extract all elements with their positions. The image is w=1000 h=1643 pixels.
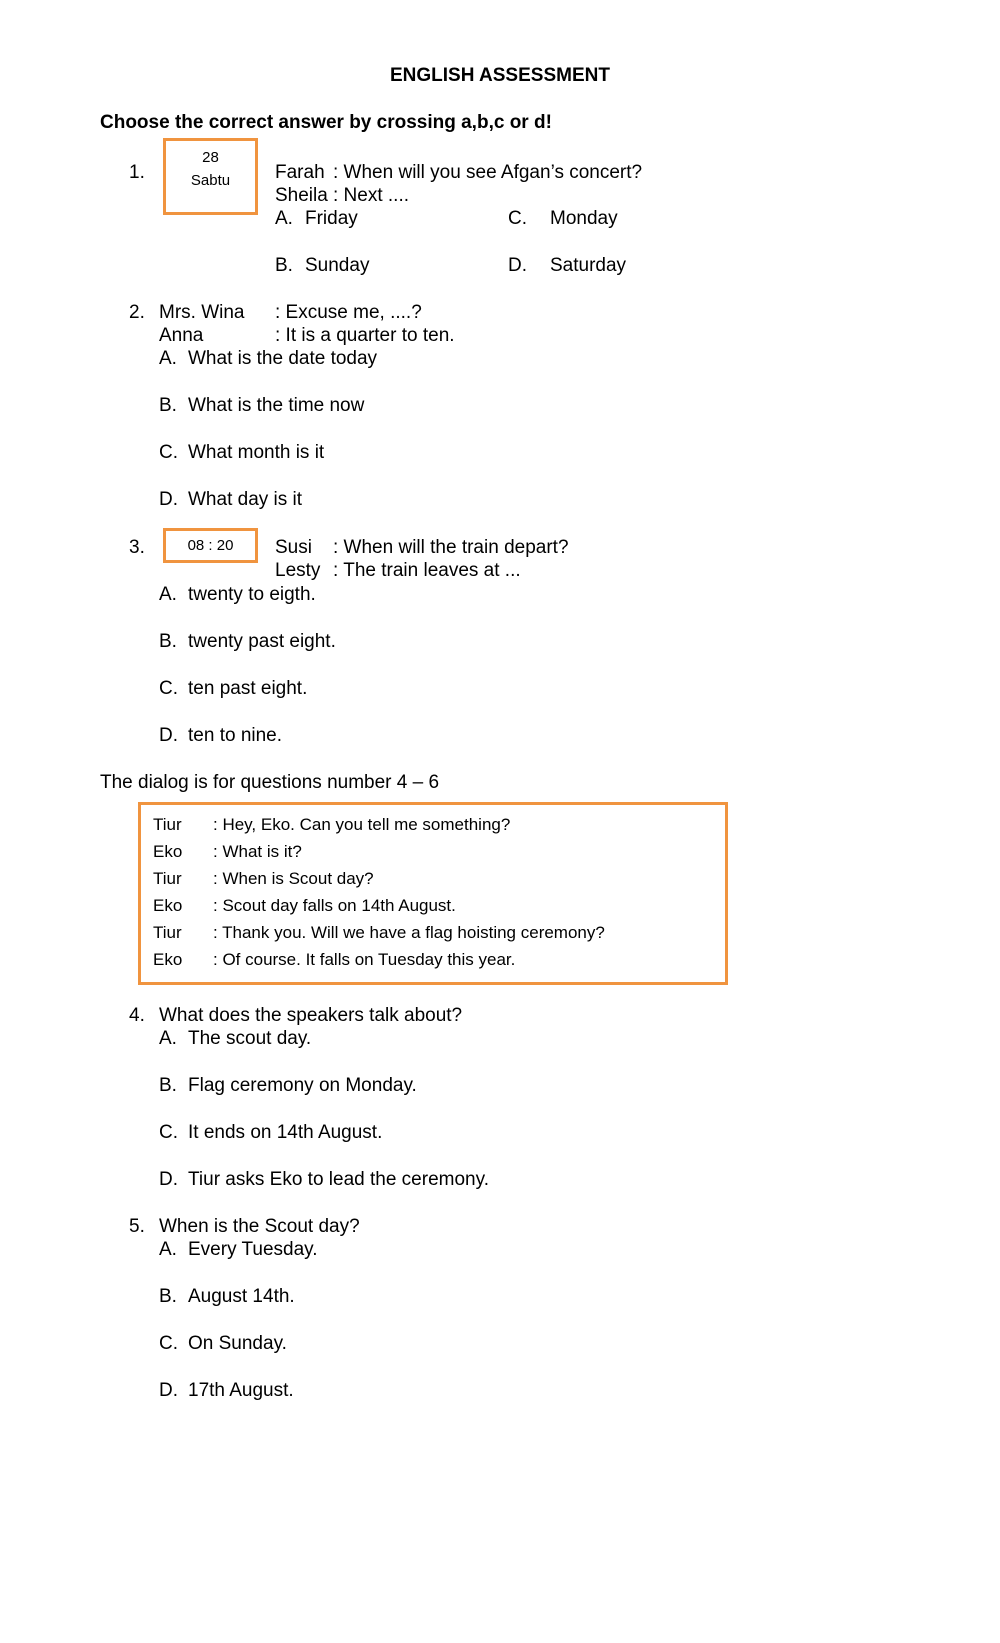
calendar-day: Sabtu: [190, 172, 231, 189]
q2-number: 2.: [129, 302, 145, 323]
q5-option-c[interactable]: On Sunday.: [188, 1333, 287, 1354]
q1-option-c-letter[interactable]: C.: [508, 208, 527, 229]
dialog-line: : When is Scout day?: [213, 869, 374, 888]
q5-option-c-letter[interactable]: C.: [159, 1333, 178, 1354]
calendar-box: [163, 138, 258, 215]
dialog-line: : Hey, Eko. Can you tell me something?: [213, 815, 511, 834]
q4-option-b-letter[interactable]: B.: [159, 1075, 177, 1096]
q2-speaker1: Mrs. Wina: [159, 302, 245, 323]
q3-option-b[interactable]: twenty past eight.: [188, 631, 336, 652]
q4-option-d[interactable]: Tiur asks Eko to lead the ceremony.: [188, 1169, 489, 1190]
dialog-line: : Thank you. Will we have a flag hoisting ceremony?: [213, 923, 605, 942]
q2-option-b[interactable]: What is the time now: [188, 395, 365, 416]
dialog-speaker: Tiur: [153, 923, 182, 942]
q1-option-d-letter[interactable]: D.: [508, 255, 527, 276]
q4-question: What does the speakers talk about?: [159, 1005, 463, 1026]
dialog-line: : Of course. It falls on Tuesday this year.: [213, 950, 516, 969]
dialog-line: : Scout day falls on 14th August.: [213, 896, 456, 915]
q4-option-d-letter[interactable]: D.: [159, 1169, 178, 1190]
instruction: Choose the correct answer by crossing a,b,c or d!: [100, 112, 552, 133]
q2-speaker2: Anna: [159, 325, 204, 346]
q4-option-a[interactable]: The scout day.: [188, 1028, 312, 1049]
q1-option-d[interactable]: Saturday: [550, 255, 627, 276]
q5-option-a-letter[interactable]: A.: [159, 1239, 177, 1260]
q4-option-a-letter[interactable]: A.: [159, 1028, 177, 1049]
q4-option-b[interactable]: Flag ceremony on Monday.: [188, 1075, 417, 1096]
q2-line2: : It is a quarter to ten.: [275, 325, 455, 346]
q2-option-d[interactable]: What day is it: [188, 489, 303, 510]
q3-line1: : When will the train depart?: [333, 537, 569, 558]
q3-option-a-letter[interactable]: A.: [159, 584, 177, 605]
q1-option-c[interactable]: Monday: [550, 208, 618, 229]
q3-option-d-letter[interactable]: D.: [159, 725, 178, 746]
q2-line1: : Excuse me, ....?: [275, 302, 422, 323]
q1-line2: : Next ....: [333, 185, 410, 206]
q2-option-c-letter[interactable]: C.: [159, 442, 178, 463]
q1-option-a[interactable]: Friday: [305, 208, 358, 229]
q5-option-d[interactable]: 17th August.: [188, 1380, 294, 1401]
q5-number: 5.: [129, 1216, 145, 1237]
q3-option-c-letter[interactable]: C.: [159, 678, 178, 699]
q1-speaker2: Sheila: [275, 185, 328, 206]
dialog-intro: The dialog is for questions number 4 – 6: [100, 772, 440, 793]
q4-option-c[interactable]: It ends on 14th August.: [188, 1122, 383, 1143]
q5-option-d-letter[interactable]: D.: [159, 1380, 178, 1401]
q5-option-a[interactable]: Every Tuesday.: [188, 1239, 318, 1260]
q1-option-b[interactable]: Sunday: [305, 255, 370, 276]
q3-option-c[interactable]: ten past eight.: [188, 678, 308, 699]
q5-option-b-letter[interactable]: B.: [159, 1286, 177, 1307]
dialog-speaker: Eko: [153, 842, 183, 861]
clock-box: 08 : 20: [163, 528, 258, 563]
q5-question: When is the Scout day?: [159, 1216, 360, 1237]
q3-option-a[interactable]: twenty to eigth.: [188, 584, 316, 605]
q3-option-b-letter[interactable]: B.: [159, 631, 177, 652]
q2-option-a-letter[interactable]: A.: [159, 348, 177, 369]
q1-number: 1.: [129, 162, 145, 183]
q2-option-b-letter[interactable]: B.: [159, 395, 177, 416]
q1-line1: : When will you see Afgan’s concert?: [333, 162, 643, 183]
q5-option-b[interactable]: August 14th.: [188, 1286, 295, 1307]
dialog-speaker: Tiur: [153, 815, 182, 834]
dialog-line: : What is it?: [213, 842, 302, 861]
q4-number: 4.: [129, 1005, 145, 1026]
q3-speaker1: Susi: [275, 537, 312, 558]
q1-option-a-letter[interactable]: A.: [275, 208, 293, 229]
page-title: ENGLISH ASSESSMENT: [390, 65, 610, 86]
q1-speaker1: Farah: [275, 162, 325, 183]
dialog-box: [138, 802, 728, 985]
q2-option-a[interactable]: What is the date today: [188, 348, 378, 369]
q2-option-d-letter[interactable]: D.: [159, 489, 178, 510]
dialog-speaker: Eko: [153, 950, 183, 969]
q3-line2: : The train leaves at ...: [333, 560, 521, 581]
calendar-date: 28: [202, 149, 219, 166]
dialog-speaker: Eko: [153, 896, 183, 915]
q4-option-c-letter[interactable]: C.: [159, 1122, 178, 1143]
dialog-speaker: Tiur: [153, 869, 182, 888]
q1-option-b-letter[interactable]: B.: [275, 255, 293, 276]
q2-option-c[interactable]: What month is it: [188, 442, 325, 463]
q3-speaker2: Lesty: [275, 560, 321, 581]
q3-option-d[interactable]: ten to nine.: [188, 725, 283, 746]
q3-number: 3.: [129, 537, 145, 558]
